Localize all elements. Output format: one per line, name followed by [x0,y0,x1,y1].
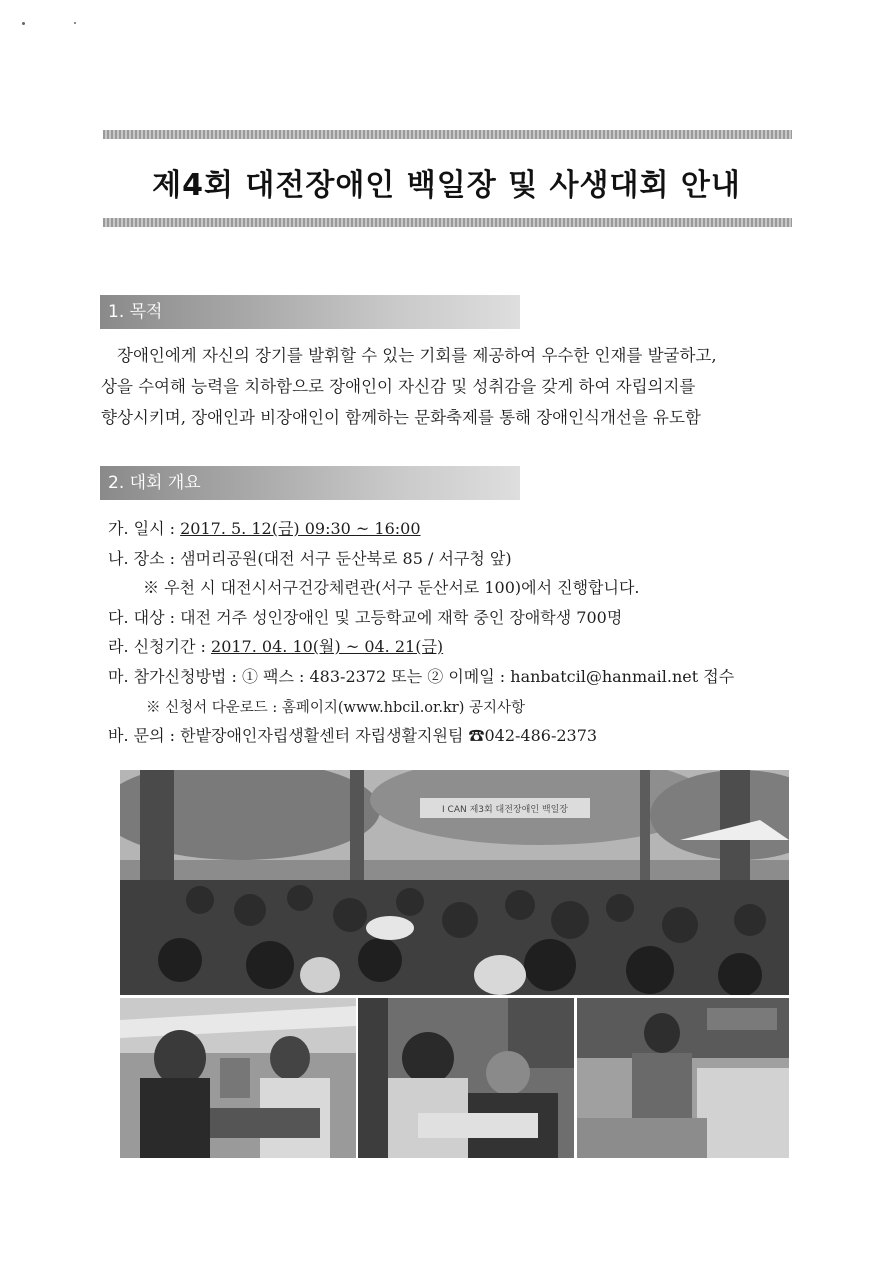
target-value: 대전 거주 성인장애인 및 고등학교에 재학 중인 장애학생 700명 [180,608,623,627]
download-note: ※ 신청서 다운로드 : 홈페이지(www.hbcil.or.kr) 공지사항 [146,700,525,716]
title-rule-bottom [103,218,792,227]
overview-target [108,607,808,629]
rain-note: ※ 우천 시 대전시서구건강체련관(서구 둔산서로 100)에서 진행합니다. [143,578,640,597]
section-heading-purpose: 1. 목적 [100,295,520,329]
title-rule-top [103,130,792,139]
scan-speck [22,22,25,25]
purpose-line: 장애인에게 자신의 장기를 발휘할 수 있는 기회를 제공하여 우수한 인재를 발굴하고, [117,346,717,365]
target-label: 다. 대상 : [108,608,181,627]
period-value: 2017. 04. 10(월) ~ 04. 21(금) [211,637,444,656]
date-value: 2017. 5. 12(금) 09:30 ~ 16:00 [180,519,421,538]
scan-speck [74,22,76,24]
purpose-paragraph [101,340,801,433]
place-label: 나. 장소 : [108,549,181,568]
overview-contact [108,725,808,747]
event-photo-bottom-center [358,998,574,1158]
overview-place [108,548,808,570]
purpose-line: 향상시키며, 장애인과 비장애인이 함께하는 문화축제를 통해 장애인식개선을 유도함 [101,408,701,427]
date-label: 가. 일시 : [108,519,181,538]
section-heading-overview: 2. 대회 개요 [100,466,520,500]
contact-value: 한밭장애인자립생활센터 자립생활지원팀 ☎042-486-2373 [180,726,598,745]
method-value: ① 팩스 : 483-2372 또는 ② 이메일 : hanbatcil@hanmail.net 접수 [241,667,735,686]
overview-period [108,636,808,658]
purpose-line: 상을 수여해 능력을 치하함으로 장애인이 자신감 및 성취감을 갖게 하여 자립의지를 [101,377,696,396]
page-title: 제4회 대전장애인 백일장 및 사생대회 안내 [152,168,741,203]
contact-label: 바. 문의 : [108,726,181,745]
photo-banner: I CAN 제3회 대전장애인 백일장 [442,805,568,815]
overview-method [108,666,808,688]
method-label: 마. 참가신청방법 : [108,667,242,686]
period-label: 라. 신청기간 : [108,637,212,656]
place-value: 샘머리공원(대전 서구 둔산북로 85 / 서구청 앞) [180,549,512,568]
overview-date [108,518,808,540]
event-photo-bottom-left [120,998,356,1158]
event-photo-main [120,770,789,995]
event-photo-bottom-right [577,998,789,1158]
